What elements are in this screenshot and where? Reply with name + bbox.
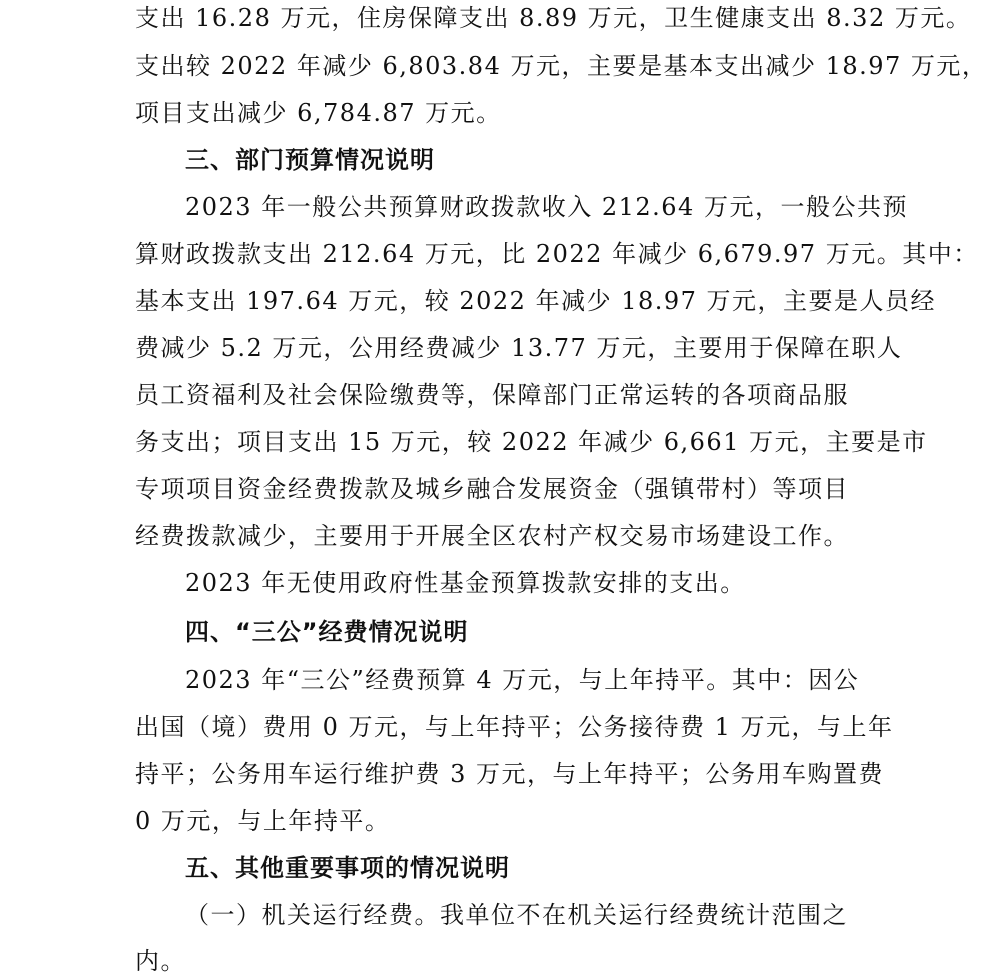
- body-line-3: 项目支出减少 6,784.87 万元。: [135, 99, 502, 127]
- section-heading-3: 三、部门预算情况说明: [185, 146, 435, 174]
- section-heading-5: 五、其他重要事项的情况说明: [185, 854, 510, 882]
- body-line-5: 2023 年一般公共预算财政拨款收入 212.64 万元，一般公共预: [185, 193, 908, 221]
- body-line-15: 2023 年“三公”经费预算 4 万元，与上年持平。其中：因公: [185, 666, 860, 694]
- body-line-11: 专项项目资金经费拨款及城乡融合发展资金（强镇带村）等项目: [135, 475, 849, 503]
- body-line-6: 算财政拨款支出 212.64 万元，比 2022 年减少 6,679.97 万元。其中：: [135, 240, 979, 268]
- body-line-2: 支出较 2022 年减少 6,803.84 万元，主要是基本支出减少 18.97 万元，: [135, 52, 988, 80]
- body-line-7: 基本支出 197.64 万元，较 2022 年减少 18.97 万元，主要是人员经: [135, 287, 937, 315]
- body-line-17: 持平；公务用车运行维护费 3 万元，与上年持平；公务用车购置费: [135, 760, 885, 788]
- body-line-10: 务支出；项目支出 15 万元，较 2022 年减少 6,661 万元，主要是市: [135, 428, 928, 456]
- body-line-18: 0 万元，与上年持平。: [135, 807, 391, 835]
- body-line-16: 出国（境）费用 0 万元，与上年持平；公务接待费 1 万元，与上年: [135, 713, 894, 741]
- body-line-1: 支出 16.28 万元，住房保障支出 8.89 万元，卫生健康支出 8.32 万元。: [135, 4, 972, 32]
- body-line-20: （一）机关运行经费。我单位不在机关运行经费统计范围之: [185, 901, 848, 929]
- body-line-21: 内。: [135, 947, 186, 975]
- body-line-9: 员工资福利及社会保险缴费等，保障部门正常运转的各项商品服: [135, 381, 849, 409]
- section-heading-4: 四、“三公”经费情况说明: [185, 618, 469, 646]
- body-line-8: 费减少 5.2 万元，公用经费减少 13.77 万元，主要用于保障在职人: [135, 334, 903, 362]
- body-line-12: 经费拨款减少，主要用于开展全区农村产权交易市场建设工作。: [135, 522, 849, 550]
- body-line-13: 2023 年无使用政府性基金预算拨款安排的支出。: [185, 569, 746, 597]
